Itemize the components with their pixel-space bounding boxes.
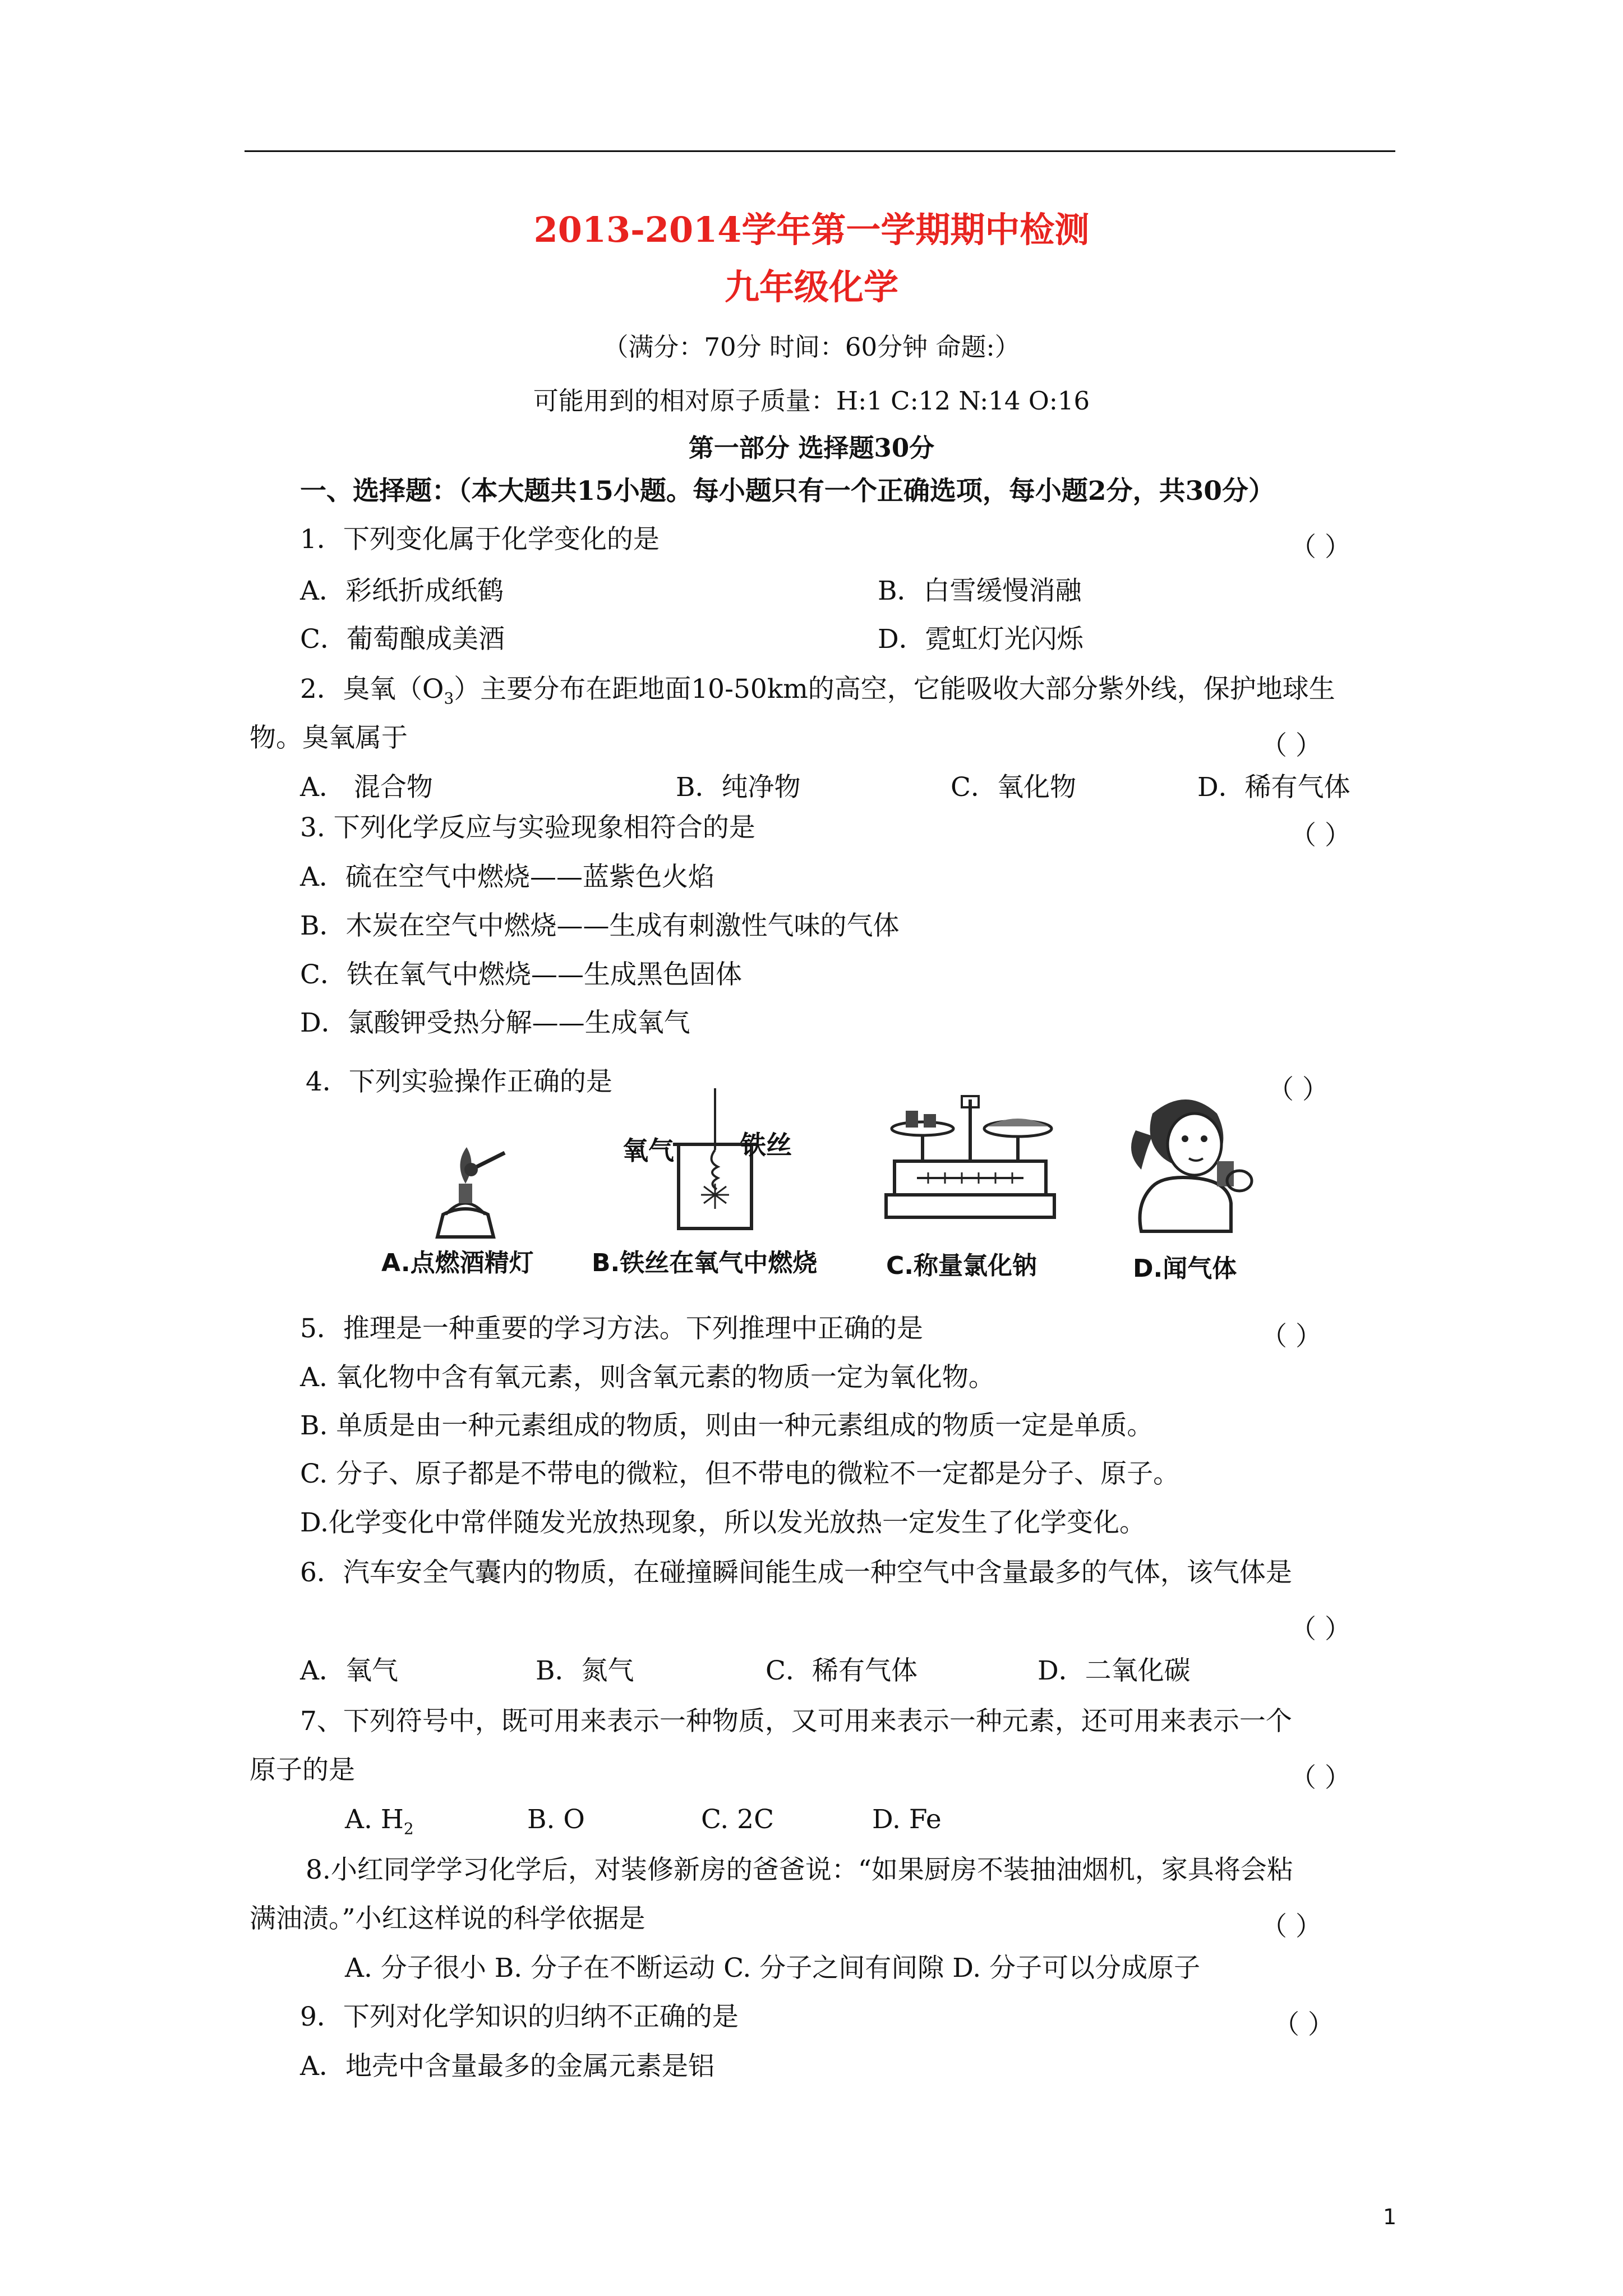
answer-paren: （ ） (1261, 1321, 1322, 1352)
alcohol-lamp-figure (415, 1130, 516, 1243)
exam-title: 2013-2014学年第一学期期中检测 (533, 209, 1090, 250)
question-7-stem-line2: 原子的是 (250, 1755, 355, 1786)
smelling-gas-figure (1119, 1091, 1265, 1237)
exam-meta: （满分：70分 时间：60分钟 命题:） (603, 332, 1020, 362)
q3-option-b: B．木炭在空气中燃烧——生成有刺激性气味的气体 (300, 910, 900, 941)
part-title: 第一部分 选择题30分 (688, 433, 935, 463)
oxygen-label: 氧气 (623, 1135, 674, 1166)
answer-paren: （ ） (1290, 1614, 1351, 1645)
figure-d-caption: D.闻气体 (1133, 1254, 1237, 1283)
q6-option-a: A．氧气 (300, 1655, 398, 1686)
page-number: 1 (1383, 2205, 1397, 2229)
q2-stem-sub: 3 (444, 689, 454, 708)
q7-option-c: C. 2C (701, 1804, 774, 1835)
q7-option-a-pre: A. H (345, 1804, 404, 1835)
q2-stem-pre: 2．臭氧（O (300, 674, 444, 705)
q5-option-d: D.化学变化中常伴随发光放热现象，所以发光放热一定发生了化学变化。 (300, 1507, 1146, 1538)
header-rule (245, 150, 1395, 152)
question-2-stem (300, 676, 1335, 706)
answer-paren: （ ） (1290, 1763, 1351, 1793)
q3-option-d: D．氯酸钾受热分解——生成氧气 (300, 1007, 690, 1038)
question-1-stem: 1．下列变化属于化学变化的是 (300, 524, 660, 555)
q6-option-c: C．稀有气体 (766, 1655, 917, 1686)
answer-paren: （ ） (1261, 1911, 1322, 1942)
question-4-stem: 4．下列实验操作正确的是 (306, 1066, 612, 1097)
answer-paren: （ ） (1261, 730, 1322, 761)
q5-option-c: C. 分子、原子都是不带电的微粒，但不带电的微粒不一定都是分子、原子。 (300, 1458, 1180, 1489)
q3-option-a: A．硫在空气中燃烧——蓝紫色火焰 (300, 862, 714, 892)
answer-paren: （ ） (1273, 2009, 1334, 2040)
iron-wire-label: 铁丝 (740, 1130, 792, 1160)
q6-option-b: B．氮气 (536, 1655, 634, 1686)
question-2-stem-line2: 物。臭氧属于 (250, 723, 408, 753)
q7-option-a (345, 1806, 414, 1837)
q5-option-b: B. 单质是由一种元素组成的物质，则由一种元素组成的物质一定是单质。 (300, 1410, 1154, 1441)
section-title: 一、选择题：（本大题共15小题。每小题只有一个正确选项，每小题2分，共30分） (300, 476, 1275, 507)
question-7-stem: 7、下列符号中，既可用来表示一种物质，又可用来表示一种元素，还可用来表示一个 (300, 1706, 1292, 1737)
atomic-mass-line: 可能用到的相对原子质量：H:1 C:12 N:14 O:16 (533, 386, 1090, 416)
q1-option-c: C．葡萄酿成美酒 (300, 624, 505, 655)
question-3-stem: 3. 下列化学反应与实验现象相符合的是 (300, 812, 755, 843)
figure-c-caption: C.称量氯化钠 (886, 1251, 1038, 1280)
q7-option-d: D. Fe (872, 1804, 942, 1835)
q2-stem-post: ）主要分布在距地面10-50km的高空，它能吸收大部分紫外线，保护地球生 (454, 674, 1335, 705)
q2-option-c: C．氧化物 (951, 772, 1076, 803)
q9-option-a: A．地壳中含量最多的金属元素是铝 (300, 2051, 714, 2082)
exam-subtitle: 九年级化学 (724, 266, 898, 307)
q2-option-d: D．稀有气体 (1197, 772, 1350, 803)
q7-option-b: B. O (527, 1804, 585, 1835)
q3-option-c: C．铁在氧气中燃烧——生成黑色固体 (300, 959, 742, 990)
answer-paren: （ ） (1290, 820, 1351, 851)
q7-option-a-sub: 2 (403, 1819, 414, 1838)
question-8-stem: 8.小红同学学习化学后，对装修新房的爸爸说：“如果厨房不装抽油烟机，家具将会粘 (306, 1855, 1293, 1885)
q8-options: A. 分子很小 B. 分子在不断运动 C. 分子之间有间隙 D. 分子可以分成原子 (345, 1953, 1201, 1984)
q6-option-d: D．二氧化碳 (1038, 1655, 1191, 1686)
q2-option-b: B．纯净物 (676, 772, 801, 803)
q1-option-b: B．白雪缓慢消融 (878, 576, 1082, 606)
question-8-stem-line2: 满油渍。”小红这样说的科学依据是 (250, 1903, 645, 1934)
figure-b-caption: B.铁丝在氧气中燃烧 (592, 1249, 818, 1277)
question-9-stem: 9．下列对化学知识的归纳不正确的是 (300, 2001, 739, 2032)
question-6-stem: 6．汽车安全气囊内的物质，在碰撞瞬间能生成一种空气中含量最多的气体，该气体是 (300, 1557, 1292, 1588)
balance-figure (883, 1094, 1057, 1228)
q5-option-a: A. 氧化物中含有氧元素，则含氧元素的物质一定为氧化物。 (300, 1362, 995, 1393)
figure-a-caption: A.点燃酒精灯 (381, 1249, 534, 1277)
answer-paren: （ ） (1290, 532, 1351, 563)
question-5-stem: 5．推理是一种重要的学习方法。下列推理中正确的是 (300, 1313, 923, 1344)
answer-paren: （ ） (1267, 1074, 1329, 1105)
q2-option-a: A． 混合物 (300, 772, 433, 803)
q1-option-d: D．霓虹灯光闪烁 (878, 624, 1083, 655)
q1-option-a: A．彩纸折成纸鹤 (300, 576, 504, 606)
